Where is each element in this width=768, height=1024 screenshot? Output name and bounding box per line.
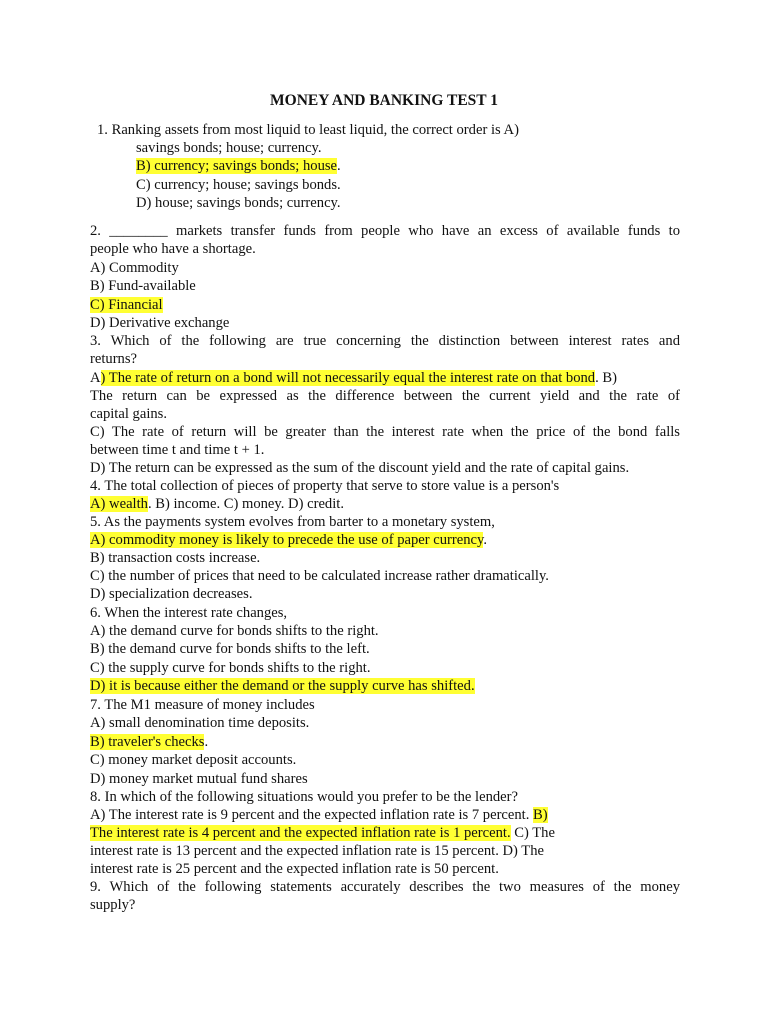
q2-stem-line2: people who have a shortage. bbox=[90, 241, 256, 257]
q2-stem-line1: 2. ________ markets transfer funds from people who have an excess of available funds to bbox=[90, 223, 680, 239]
q5-answer-highlight: A) commodity money is likely to precede the use of paper currency bbox=[90, 532, 484, 548]
q1-option-b: B) currency; savings bonds; house. bbox=[136, 158, 341, 174]
q3-option-b-line2: capital gains. bbox=[90, 406, 167, 422]
q1-option-d: D) house; savings bonds; currency. bbox=[136, 195, 341, 211]
q2-option-c bbox=[90, 296, 163, 314]
q9-stem-line2: supply? bbox=[90, 897, 136, 913]
q2-option-b: B) Fund-available bbox=[90, 278, 196, 294]
q1-option-c: C) currency; house; savings bonds. bbox=[136, 177, 341, 193]
q4-stem: 4. The total collection of pieces of property that serve to store value is a person's bbox=[90, 478, 560, 494]
q5-option-d: D) specialization decreases. bbox=[90, 586, 253, 602]
q5-option-b: B) transaction costs increase. bbox=[90, 550, 261, 566]
q3-option-c-line2: between time t and time t + 1. bbox=[90, 442, 265, 458]
q3-stem-line2: returns? bbox=[90, 351, 138, 367]
q5-option-a: A) commodity money is likely to precede the use of paper currency. bbox=[90, 532, 488, 548]
q8-option-a: A) The interest rate is 9 percent and the expected inflation rate is 7 percent. B) bbox=[90, 807, 548, 823]
q7-option-d: D) money market mutual fund shares bbox=[90, 771, 308, 787]
q5-stem: 5. As the payments system evolves from barter to a monetary system, bbox=[90, 514, 495, 530]
q1-stem: 1. Ranking assets from most liquid to least liquid, the correct order is A) bbox=[97, 122, 519, 138]
q8-option-d: interest rate is 25 percent and the expected inflation rate is 50 percent. bbox=[90, 861, 499, 877]
q3-option-c-line1: C) The rate of return will be greater than the interest rate when the price of the bond falls bbox=[90, 424, 680, 440]
q3-answer-highlight: ) The rate of return on a bond will not necessarily equal the interest rate on that bond bbox=[100, 370, 596, 386]
q6-stem: 6. When the interest rate changes, bbox=[90, 605, 288, 621]
q3-stem-line1: 3. Which of the following are true concerning the distinction between interest rates and bbox=[90, 333, 680, 349]
q9-stem-line1: 9. Which of the following statements accurately describes the two measures of the money bbox=[90, 879, 680, 895]
q6-answer-highlight: D) it is because either the demand or the supply curve has shifted. bbox=[90, 678, 475, 694]
q8-option-b: The interest rate is 4 percent and the expected inflation rate is 1 percent. C) The bbox=[90, 825, 555, 841]
q1-answer-highlight: B) currency; savings bonds; house bbox=[136, 158, 338, 174]
q7-option-c: C) money market deposit accounts. bbox=[90, 752, 297, 768]
q6-option-d bbox=[90, 677, 475, 695]
q6-option-b: B) the demand curve for bonds shifts to the left. bbox=[90, 641, 370, 657]
q6-option-c: C) the supply curve for bonds shifts to the right. bbox=[90, 660, 371, 676]
q7-answer-highlight: B) traveler's checks bbox=[90, 734, 205, 750]
q4-options: A) wealth. B) income. C) money. D) credit. bbox=[90, 496, 344, 512]
q8-option-c: interest rate is 13 percent and the expected inflation rate is 15 percent. D) The bbox=[90, 843, 544, 859]
q7-option-a: A) small denomination time deposits. bbox=[90, 715, 310, 731]
q7-option-b: B) traveler's checks. bbox=[90, 734, 209, 750]
q2-answer-highlight: C) Financial bbox=[90, 297, 163, 313]
q3-option-b-line1: The return can be expressed as the difference between the current yield and the rate of bbox=[90, 388, 680, 404]
q6-option-a: A) the demand curve for bonds shifts to the right. bbox=[90, 623, 379, 639]
q8-stem: 8. In which of the following situations would you prefer to be the lender? bbox=[90, 789, 518, 805]
q2-option-a: A) Commodity bbox=[90, 260, 179, 276]
q7-stem: 7. The M1 measure of money includes bbox=[90, 697, 315, 713]
q5-option-c: C) the number of prices that need to be calculated increase rather dramatically. bbox=[90, 568, 549, 584]
q2-option-d: D) Derivative exchange bbox=[90, 315, 230, 331]
q3-option-a: A) The rate of return on a bond will not necessarily equal the interest rate on that bond. B) bbox=[90, 370, 617, 386]
q8-answer-highlight-start: B) bbox=[533, 807, 548, 823]
q4-answer-highlight: A) wealth bbox=[90, 496, 148, 512]
q3-option-d: D) The return can be expressed as the sum of the discount yield and the rate of capital gains. bbox=[90, 460, 630, 476]
q1-option-a: savings bonds; house; currency. bbox=[136, 140, 322, 156]
page-title: MONEY AND BANKING TEST 1 bbox=[270, 92, 498, 109]
q8-answer-highlight: The interest rate is 4 percent and the expected inflation rate is 1 percent. bbox=[90, 825, 511, 841]
